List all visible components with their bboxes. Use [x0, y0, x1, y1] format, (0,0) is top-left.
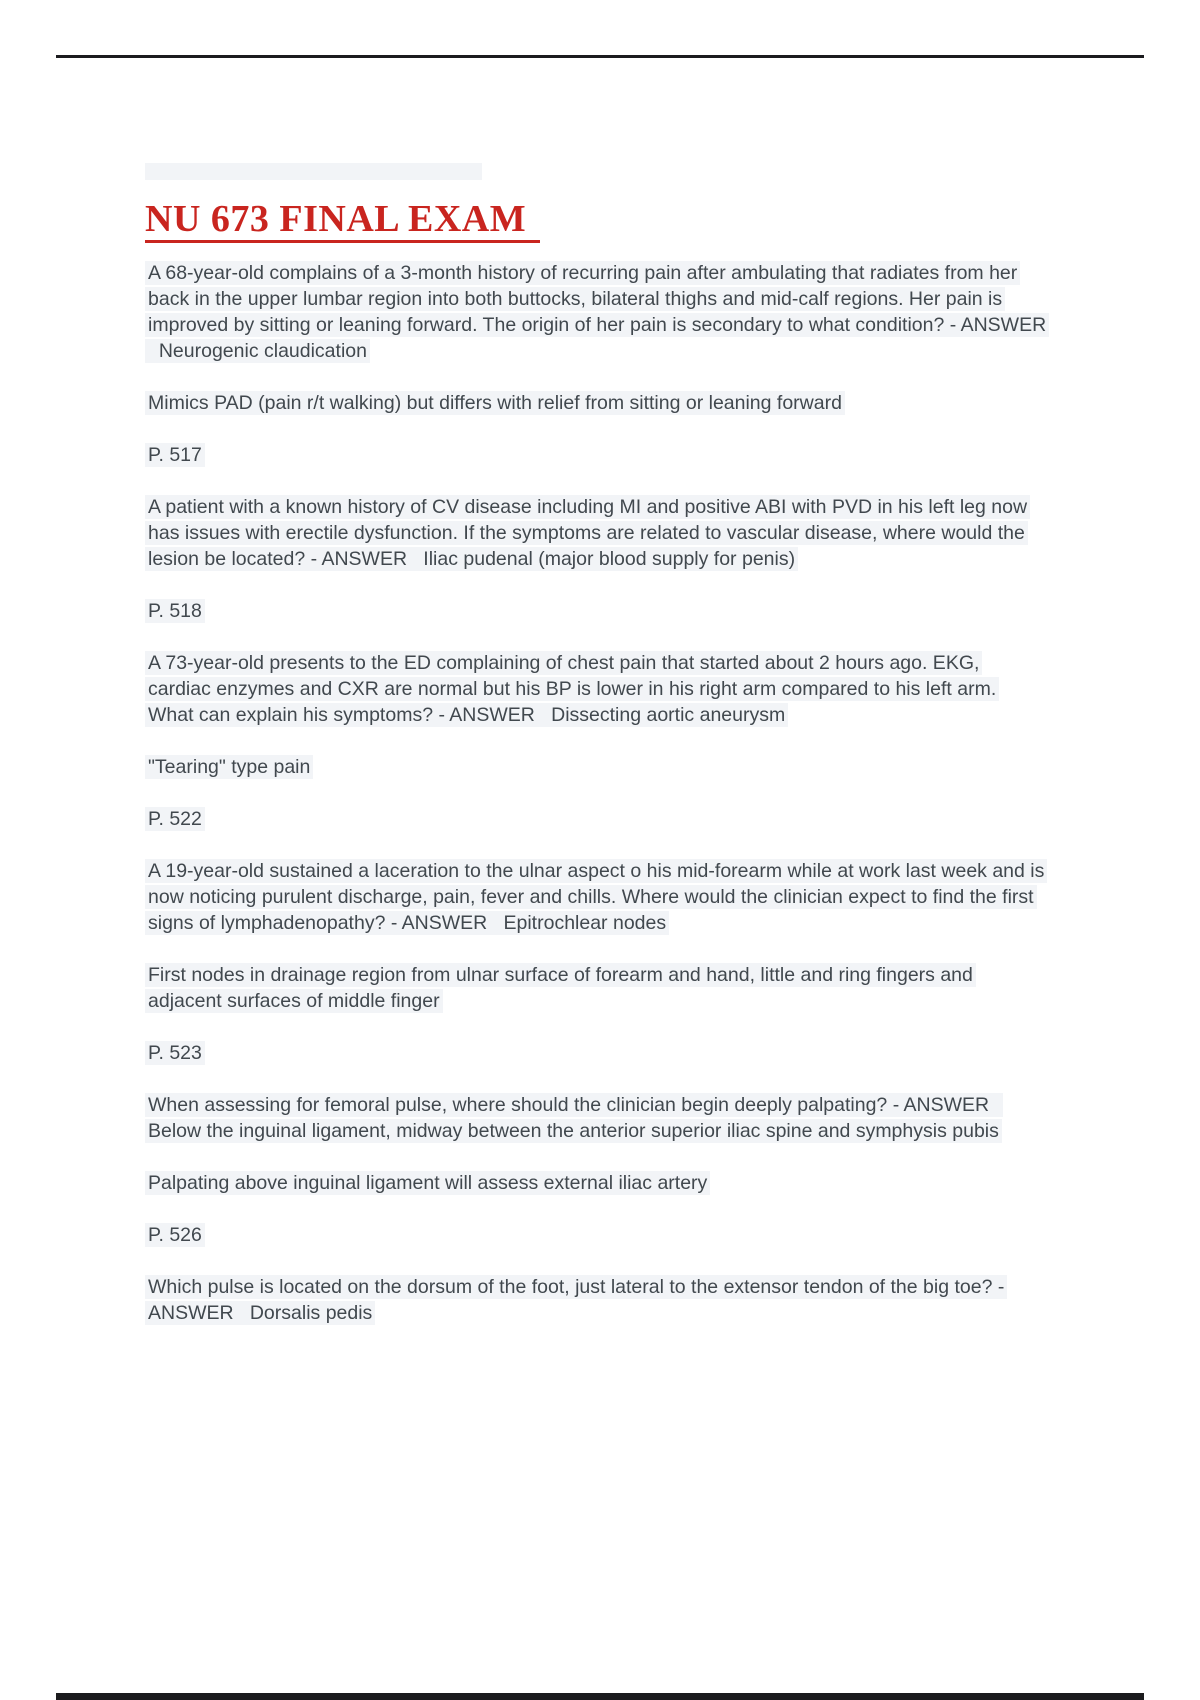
document-content	[145, 163, 1047, 1326]
question-paragraph	[145, 650, 1047, 728]
question-paragraph	[145, 1092, 1047, 1144]
page-title-text: NU 673 FINAL EXAM	[145, 201, 540, 243]
question-paragraph	[145, 1274, 1047, 1326]
paragraph-text: Which pulse is located on the dorsum of the foot, just lateral to the extensor tendon of the big toe? - ANSWER Dorsalis pedis	[145, 1275, 1007, 1325]
paragraph-text: "Tearing" type pain	[145, 755, 313, 779]
question-paragraph	[145, 858, 1047, 936]
page-reference	[145, 442, 1047, 468]
paragraph-text: A 73-year-old presents to the ED complaining of chest pain that started about 2 hours ago. EKG, cardiac enzymes and CXR are normal but his BP is lower in his right arm compared to his left arm. What can explain his symptoms? - ANSWER Dissecting aortic aneurysm	[145, 651, 999, 727]
paragraph-text: Mimics PAD (pain r/t walking) but differs with relief from sitting or leaning forward	[145, 391, 845, 415]
paragraph-text: P. 523	[145, 1041, 205, 1065]
page-reference	[145, 1040, 1047, 1066]
bottom-rule-divider	[56, 1693, 1144, 1700]
paragraph-text: A 19-year-old sustained a laceration to the ulnar aspect o his mid-forearm while at work last week and is now noticing purulent discharge, pain, fever and chills. Where would the clinician expect to find the first signs of lymphadenopathy? - ANSWER Epitrochlear nodes	[145, 859, 1047, 935]
page-reference	[145, 806, 1047, 832]
question-paragraph	[145, 260, 1047, 364]
note-paragraph	[145, 390, 1047, 416]
paragraph-text: P. 522	[145, 807, 205, 831]
paragraph-text: P. 518	[145, 599, 205, 623]
paragraph-text: P. 526	[145, 1223, 205, 1247]
paragraph-text: A patient with a known history of CV disease including MI and positive ABI with PVD in his left leg now has issues with erectile dysfunction. If the symptoms are related to vascular disease, where would the lesion be located? - ANSWER Iliac pudenal (major blood supply for penis)	[145, 495, 1030, 571]
question-paragraph	[145, 494, 1047, 572]
page-reference	[145, 598, 1047, 624]
empty-highlight-band	[145, 163, 482, 180]
note-paragraph	[145, 962, 1047, 1014]
paragraph-text: When assessing for femoral pulse, where should the clinician begin deeply palpating? - ANSWER Below the inguinal ligament, midway between the anterior superior iliac spine and symphysis pubis	[145, 1093, 1003, 1143]
paragraph-text: A 68-year-old complains of a 3-month history of recurring pain after ambulating that radiates from her back in the upper lumbar region into both buttocks, bilateral thighs and mid-calf regions. Her pain is improved by sitting or leaning forward. The origin of her pain is secondary to what condition? - ANSWER Neurogenic claudication	[145, 261, 1049, 363]
paragraph-text: Palpating above inguinal ligament will assess external iliac artery	[145, 1171, 710, 1195]
paragraph-text: P. 517	[145, 443, 205, 467]
page-reference	[145, 1222, 1047, 1248]
top-rule-divider	[56, 55, 1144, 58]
note-paragraph	[145, 1170, 1047, 1196]
note-paragraph	[145, 754, 1047, 780]
paragraph-text: First nodes in drainage region from ulnar surface of forearm and hand, little and ring fingers and adjacent surfaces of middle finger	[145, 963, 976, 1013]
page-title	[145, 198, 1047, 243]
